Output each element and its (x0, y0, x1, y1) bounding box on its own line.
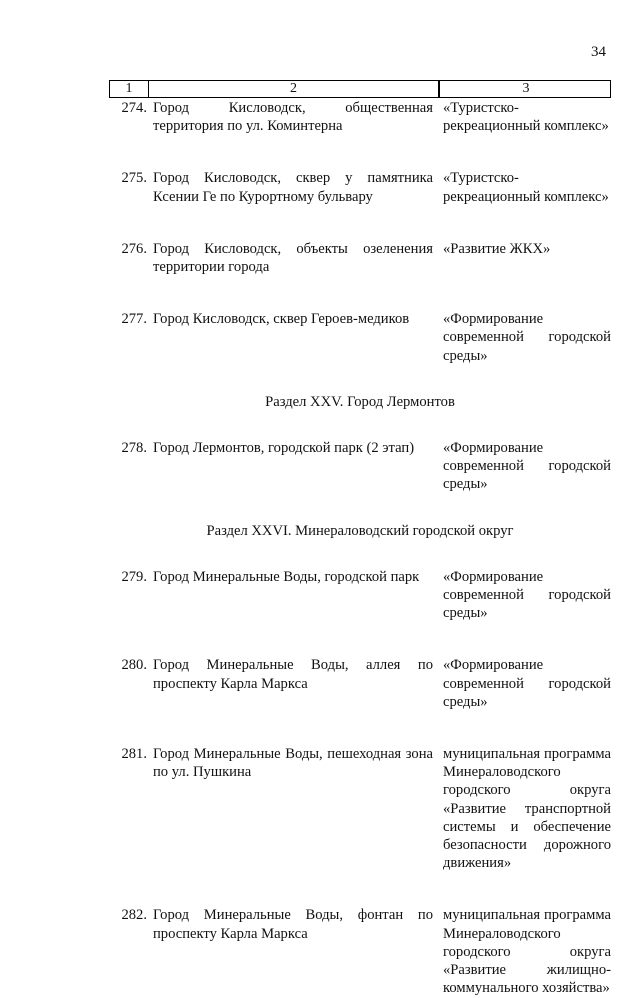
program-name: «Формирование современной городской среды» (443, 568, 611, 622)
table-row (109, 439, 611, 494)
table-row (109, 656, 611, 711)
header-col-1: 1 (125, 81, 133, 96)
row-number: 279. (121, 568, 147, 585)
row-number: 276. (121, 240, 147, 257)
table-row (109, 745, 611, 872)
program-name: муниципальная программа Минераловодского городского округа «Развитие жилищно-коммунального хозяйства» (443, 907, 611, 997)
table-row (109, 310, 611, 365)
object-name: Город Кисловодск, объекты озеленения территории города (153, 240, 433, 276)
header-col-2: 2 (148, 81, 438, 97)
object-name: Город Лермонтов, городской парк (2 этап) (153, 440, 415, 457)
program-name: «Туристско-рекреационный комплекс» (443, 170, 609, 205)
table-row (109, 568, 611, 623)
program-name: «Туристско-рекреационный комплекс» (443, 100, 609, 135)
object-name: Город Минеральные Воды, городской парк (153, 568, 420, 585)
row-number: 280. (121, 657, 147, 674)
header-col-3: 3 (438, 81, 612, 97)
object-name: Город Минеральные Воды, аллея по проспекту Карла Маркса (153, 657, 433, 692)
section-heading: Раздел XXVI. Минераловодский городской округ (206, 522, 514, 539)
table-body (109, 99, 611, 998)
row-number: 277. (121, 311, 147, 328)
program-name: «Формирование современной городской среды» (443, 657, 611, 710)
table-header (109, 80, 611, 98)
page-number: 34 (591, 44, 606, 60)
row-number: 282. (121, 907, 147, 924)
table-row (109, 240, 611, 276)
object-name: Город Минеральные Воды, фонтан по проспекту Карла Маркса (153, 907, 433, 942)
table-row (109, 906, 611, 997)
row-number: 274. (121, 100, 147, 116)
row-number: 281. (121, 746, 147, 763)
program-name: муниципальная программа Минераловодского городского округа «Развитие транспортной системы и обеспечение безопасности дорожного движения» (443, 746, 611, 872)
object-name: Город Кисловодск, сквер Героев-медиков (153, 311, 410, 328)
object-name: Город Кисловодск, сквер у памятника Ксении Ге по Курортному бульвару (153, 170, 433, 205)
row-number: 278. (121, 440, 147, 457)
row-number: 275. (121, 170, 147, 187)
program-name: «Развитие ЖКХ» (443, 240, 551, 257)
object-name: Город Кисловодск, общественная территория по ул. Коминтерна (153, 100, 433, 135)
table-row (109, 169, 611, 205)
object-name: Город Минеральные Воды, пешеходная зона по ул. Пушкина (153, 746, 433, 781)
table-row (109, 99, 611, 135)
program-name: «Формирование современной городской среды» (443, 311, 611, 364)
program-name: «Формирование современной городской среды» (443, 440, 611, 493)
section-heading: Раздел XXV. Город Лермонтов (265, 393, 455, 410)
